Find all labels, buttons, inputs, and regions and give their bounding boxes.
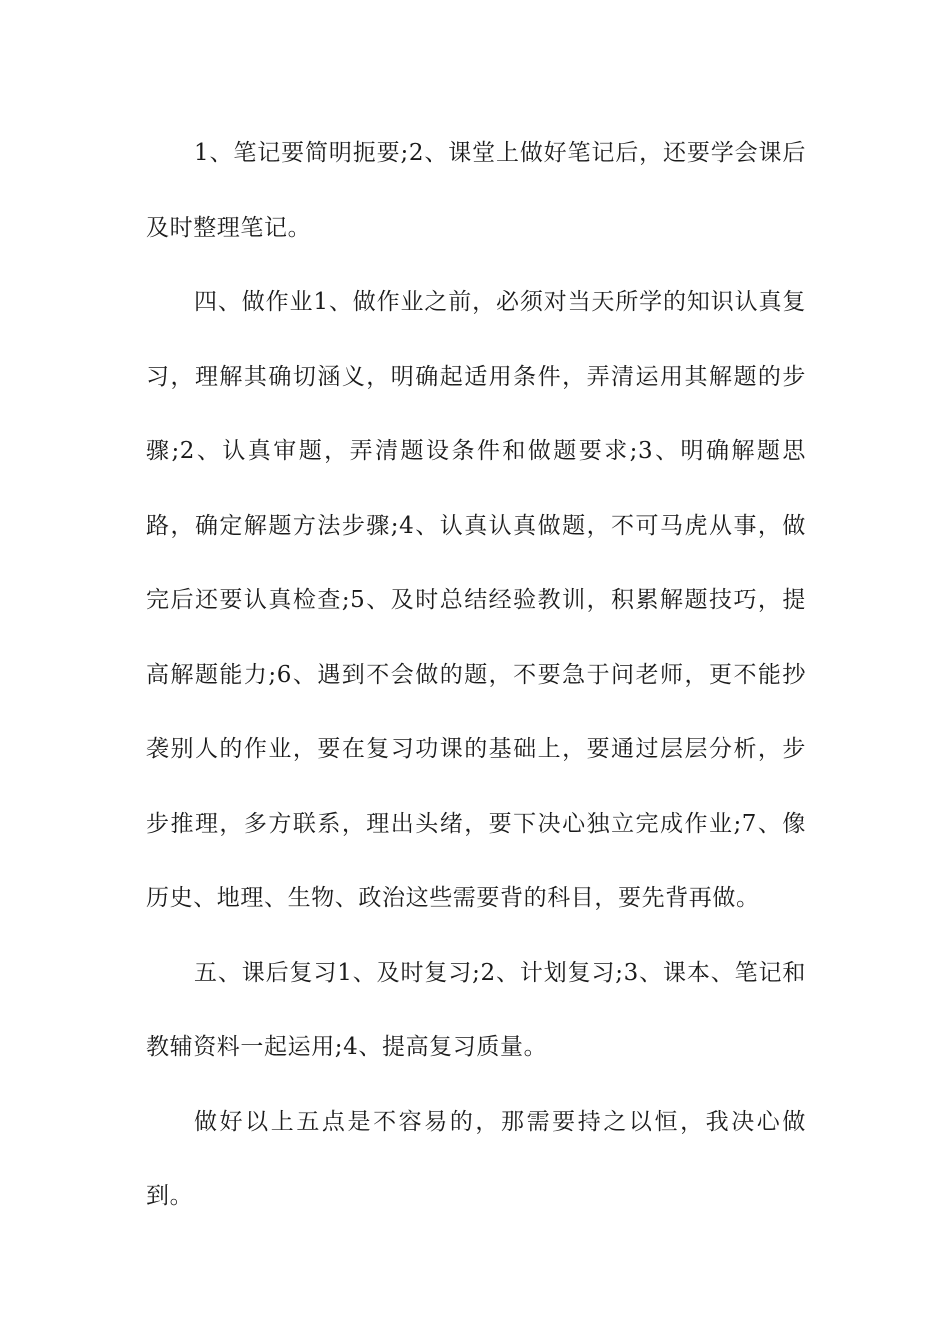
paragraph-conclusion: 做好以上五点是不容易的，那需要持之以恒，我决心做到。 — [146, 1108, 806, 1209]
document-body — [146, 116, 806, 1234]
paragraph-homework: 四、做作业1、做作业之前，必须对当天所学的知识认真复习，理解其确切涵义，明确起适用条件，弄清运用其解题的步骤;2、认真审题，弄清题设条件和做题要求;3、明确解题思路，确定解题方法步骤;4、认真认真做题，不可马虎从事，做完后还要认真检查;5、及时总结经验教训，积累解题技巧，提高解题能力;6、遇到不会做的题，不要急于问老师，更不能抄袭别人的作业，要在复习功课的基础上，要通过层层分析，步步推理，多方联系，理出头绪，要下决心独立完成作业;7、像历史、地理、生物、政治这些需要背的科目，要先背再做。 — [146, 289, 806, 911]
paragraph-note-taking: 1、笔记要简明扼要;2、课堂上做好笔记后，还要学会课后及时整理笔记。 — [146, 140, 806, 241]
paragraph-review: 五、课后复习1、及时复习;2、计划复习;3、课本、笔记和教辅资料一起运用;4、提高复习质量。 — [146, 959, 806, 1060]
